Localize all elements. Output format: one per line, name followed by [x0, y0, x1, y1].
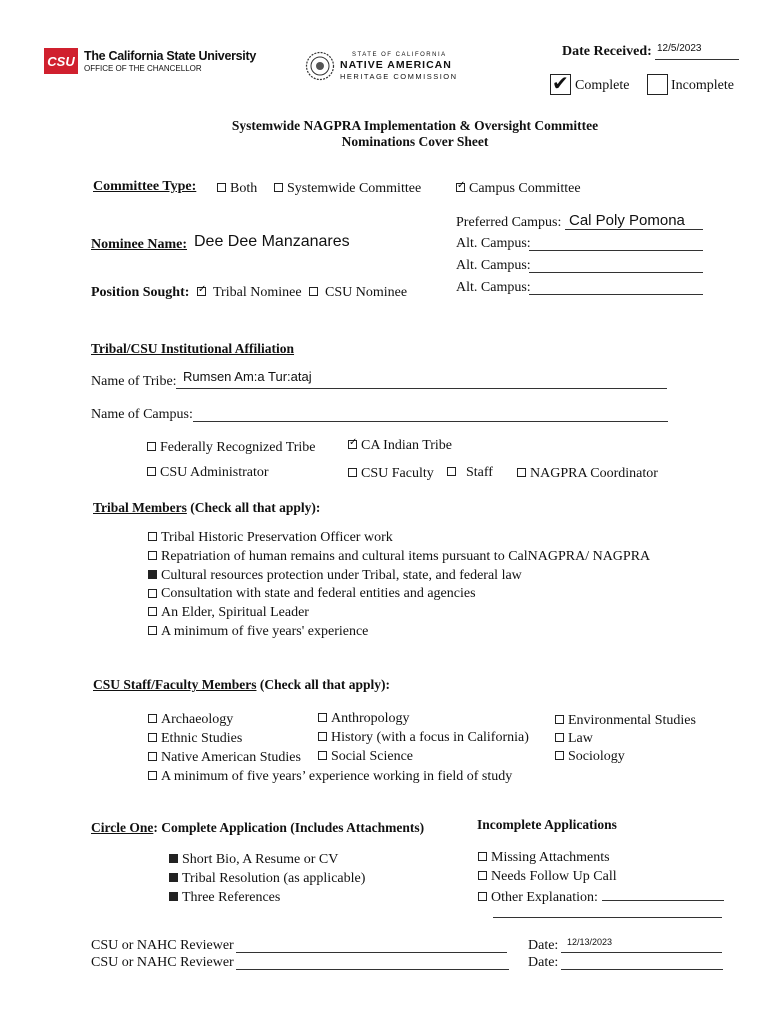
checkbox-icon — [478, 892, 487, 901]
checkbox-icon — [148, 607, 157, 616]
date-received-label: Date Received: — [562, 44, 652, 59]
nahc-seal-icon — [305, 51, 335, 81]
reviewer-2-label: CSU or NAHC Reviewer — [91, 955, 234, 970]
checkbox-icon — [555, 715, 564, 724]
incomplete-applications-heading: Incomplete Applications — [477, 817, 617, 832]
list-item[interactable] — [148, 604, 650, 623]
complete-check-icon — [550, 74, 571, 95]
list-item-label: Missing Attachments — [491, 850, 610, 865]
list-item[interactable] — [555, 730, 696, 748]
csu-faculty-label: CSU Faculty — [361, 466, 434, 481]
reviewer-2-field[interactable] — [236, 955, 509, 970]
checkbox-icon — [148, 714, 157, 723]
committee-systemwide-option[interactable] — [274, 181, 421, 197]
list-item-label: Repatriation of human remains and cultural items pursuant to CalNAGPRA/ NAGPRA — [161, 548, 651, 564]
list-item[interactable] — [555, 712, 696, 730]
federally-recognized-option[interactable] — [147, 440, 316, 456]
csu-members-heading-suffix: (Check all that apply): — [256, 677, 390, 692]
list-item[interactable] — [148, 767, 512, 786]
list-item[interactable] — [148, 567, 650, 586]
position-sought-label: Position Sought: — [91, 285, 190, 300]
checkbox-checked-icon — [197, 287, 206, 296]
position-csu-label: CSU Nominee — [325, 285, 408, 300]
position-tribal-option[interactable] — [197, 285, 302, 301]
preferred-campus-field[interactable] — [565, 213, 703, 230]
checkbox-filled-icon — [169, 892, 178, 901]
tribe-name-label: Name of Tribe: — [91, 374, 177, 389]
other-explanation-line2[interactable] — [493, 903, 722, 918]
list-item-label: Tribal Historic Preservation Officer work — [161, 530, 393, 545]
list-item[interactable] — [169, 869, 365, 888]
reviewer-1-date-label: Date: — [528, 938, 559, 953]
checkbox-filled-icon — [148, 570, 157, 579]
list-item-label: Law — [568, 731, 593, 746]
date-received-value: 12/5/2023 — [657, 43, 702, 54]
list-item[interactable] — [555, 748, 696, 766]
tribal-members-heading-text: Tribal Members — [93, 500, 187, 515]
reviewer-1-date-field[interactable] — [561, 938, 722, 953]
page-subtitle: Nominations Cover Sheet — [341, 134, 489, 149]
list-item[interactable] — [318, 747, 529, 766]
committee-systemwide-label: Systemwide Committee — [287, 181, 422, 196]
other-explanation-field[interactable] — [602, 886, 724, 901]
alt-campus-1-label: Alt. Campus: — [456, 236, 531, 251]
nagpra-coordinator-option[interactable] — [517, 466, 658, 482]
incomplete-label: Incomplete — [671, 78, 734, 93]
list-item[interactable] — [478, 867, 724, 886]
campus-name-field[interactable] — [193, 407, 668, 422]
list-item[interactable] — [318, 709, 529, 728]
nagpra-coordinator-label: NAGPRA Coordinator — [530, 466, 658, 481]
checkbox-icon — [148, 532, 157, 541]
list-item[interactable] — [478, 848, 724, 867]
complete-checkbox[interactable] — [550, 74, 571, 95]
checkbox-checked-icon — [348, 440, 357, 449]
tribe-name-field[interactable] — [176, 369, 667, 389]
tribe-name-value: Rumsen Am:a Tur:ataj — [183, 369, 312, 384]
reviewer-1-field[interactable] — [236, 938, 507, 953]
reviewer-2-date-field[interactable] — [561, 955, 723, 970]
date-received-field[interactable] — [655, 43, 739, 60]
complete-label: Complete — [575, 78, 630, 93]
csu-faculty-option[interactable] — [348, 466, 434, 482]
incomplete-items-list — [478, 848, 724, 907]
preferred-campus-value: Cal Poly Pomona — [569, 212, 685, 229]
csu-members-heading-text: CSU Staff/Faculty Members — [93, 677, 257, 692]
list-item-label: Needs Follow Up Call — [491, 869, 617, 884]
list-item[interactable] — [148, 585, 650, 604]
list-item-label: An Elder, Spiritual Leader — [161, 605, 309, 621]
list-item-label: Archaeology — [161, 712, 234, 727]
checkbox-icon — [309, 287, 318, 296]
csu-logo — [44, 48, 78, 74]
tribal-members-list — [148, 529, 650, 642]
alt-campus-3-label: Alt. Campus: — [456, 280, 531, 295]
checkbox-icon — [147, 442, 156, 451]
list-item-label: Native American Studies — [161, 750, 301, 765]
checkbox-icon — [148, 771, 157, 780]
checkbox-checked-icon — [456, 183, 465, 192]
checkbox-icon — [555, 751, 564, 760]
csu-administrator-option[interactable] — [147, 465, 269, 481]
csu-logo-mark: CSU — [44, 48, 78, 74]
checkbox-icon — [148, 551, 157, 560]
federally-recognized-label: Federally Recognized Tribe — [160, 440, 316, 455]
committee-both-label: Both — [230, 181, 258, 196]
list-item[interactable] — [148, 623, 650, 642]
csu-members-heading — [93, 677, 390, 693]
checkbox-icon — [148, 626, 157, 635]
reviewer-1-label: CSU or NAHC Reviewer — [91, 938, 234, 953]
committee-type-label: Committee Type: — [93, 179, 197, 194]
nominee-name-value[interactable]: Dee Dee Manzanares — [194, 233, 350, 250]
checkbox-icon — [555, 733, 564, 742]
ca-indian-label: CA Indian Tribe — [361, 438, 453, 453]
complete-application-heading — [91, 820, 424, 836]
checkbox-icon — [148, 733, 157, 742]
checkbox-icon — [148, 589, 157, 598]
list-item[interactable] — [148, 529, 650, 548]
checkbox-icon — [147, 467, 156, 476]
nahc-state: STATE OF CALIFORNIA — [352, 52, 447, 58]
campus-name-label: Name of Campus: — [91, 407, 193, 422]
list-item-label: History (with a focus in California) — [331, 730, 529, 745]
staff-option[interactable] — [447, 465, 493, 481]
checkbox-icon — [318, 751, 327, 760]
list-item-label: Three References — [182, 890, 281, 905]
committee-both-option[interactable] — [217, 181, 257, 197]
ca-indian-option[interactable] — [348, 438, 452, 454]
list-item-label: A minimum of five years’ experience working in field of study — [161, 769, 513, 784]
committee-campus-option[interactable] — [456, 181, 581, 197]
nahc-sub: HERITAGE COMMISSION — [340, 72, 458, 81]
list-item-label: Tribal Resolution (as applicable) — [182, 871, 366, 886]
csu-members-col2 — [318, 709, 529, 766]
list-item-label: Anthropology — [331, 711, 410, 726]
list-item-label: Other Explanation: — [491, 890, 598, 905]
list-item[interactable] — [169, 888, 365, 907]
checkbox-icon — [318, 732, 327, 741]
tribal-members-heading — [93, 500, 320, 516]
list-item-label: Short Bio, A Resume or CV — [182, 852, 339, 867]
list-item-label: Consultation with state and federal entities and agencies — [161, 586, 476, 602]
csu-administrator-label: CSU Administrator — [160, 465, 269, 480]
nahc-name: NATIVE AMERICAN — [340, 59, 452, 71]
checkbox-icon — [217, 183, 226, 192]
checkbox-icon — [478, 871, 487, 880]
alt-campus-3-field[interactable] — [529, 280, 703, 295]
list-item-label: Ethnic Studies — [161, 731, 243, 746]
list-item[interactable] — [148, 548, 650, 567]
list-item[interactable] — [318, 728, 529, 747]
checkbox-icon — [517, 468, 526, 477]
preferred-campus-label: Preferred Campus: — [456, 215, 562, 230]
nominee-name-label: Nominee Name: — [91, 237, 188, 252]
list-item-label: Cultural resources protection under Tribal, state, and federal law — [161, 567, 522, 583]
csu-office: OFFICE OF THE CHANCELLOR — [84, 64, 202, 73]
incomplete-box-icon — [647, 74, 668, 95]
page-title: Systemwide NAGPRA Implementation & Oversight Committee — [231, 118, 599, 133]
position-csu-option[interactable] — [309, 285, 407, 301]
alt-campus-1-field[interactable] — [529, 236, 703, 251]
complete-items-list — [169, 850, 365, 907]
list-item-label: Sociology — [568, 749, 625, 764]
affiliation-heading: Tribal/CSU Institutional Affiliation — [91, 341, 295, 356]
csu-members-col3 — [555, 712, 696, 766]
committee-campus-label: Campus Committee — [469, 181, 581, 196]
csu-name: The California State University — [84, 49, 256, 63]
checkbox-icon — [478, 852, 487, 861]
reviewer-1-date-value: 12/13/2023 — [567, 937, 613, 947]
complete-application-heading-text: : Complete Application (Includes Attachments) — [153, 820, 425, 835]
checkbox-icon — [318, 713, 327, 722]
alt-campus-2-field[interactable] — [529, 258, 703, 273]
checkbox-filled-icon — [169, 873, 178, 882]
incomplete-checkbox[interactable] — [647, 74, 668, 95]
position-tribal-label: Tribal Nominee — [213, 285, 302, 300]
checkbox-filled-icon — [169, 854, 178, 863]
circle-one-label: Circle One — [91, 820, 154, 835]
list-item-label: Social Science — [331, 749, 414, 764]
staff-label: Staff — [466, 465, 493, 480]
checkbox-icon — [348, 468, 357, 477]
checkbox-icon — [274, 183, 283, 192]
checkbox-icon — [447, 467, 456, 476]
alt-campus-2-label: Alt. Campus: — [456, 258, 531, 273]
list-item-label: A minimum of five years' experience — [161, 623, 369, 639]
reviewer-2-date-label: Date: — [528, 955, 559, 970]
checkbox-icon — [148, 752, 157, 761]
list-item[interactable] — [169, 850, 365, 869]
tribal-members-heading-suffix: (Check all that apply): — [186, 500, 321, 515]
list-item-label: Environmental Studies — [568, 713, 696, 728]
